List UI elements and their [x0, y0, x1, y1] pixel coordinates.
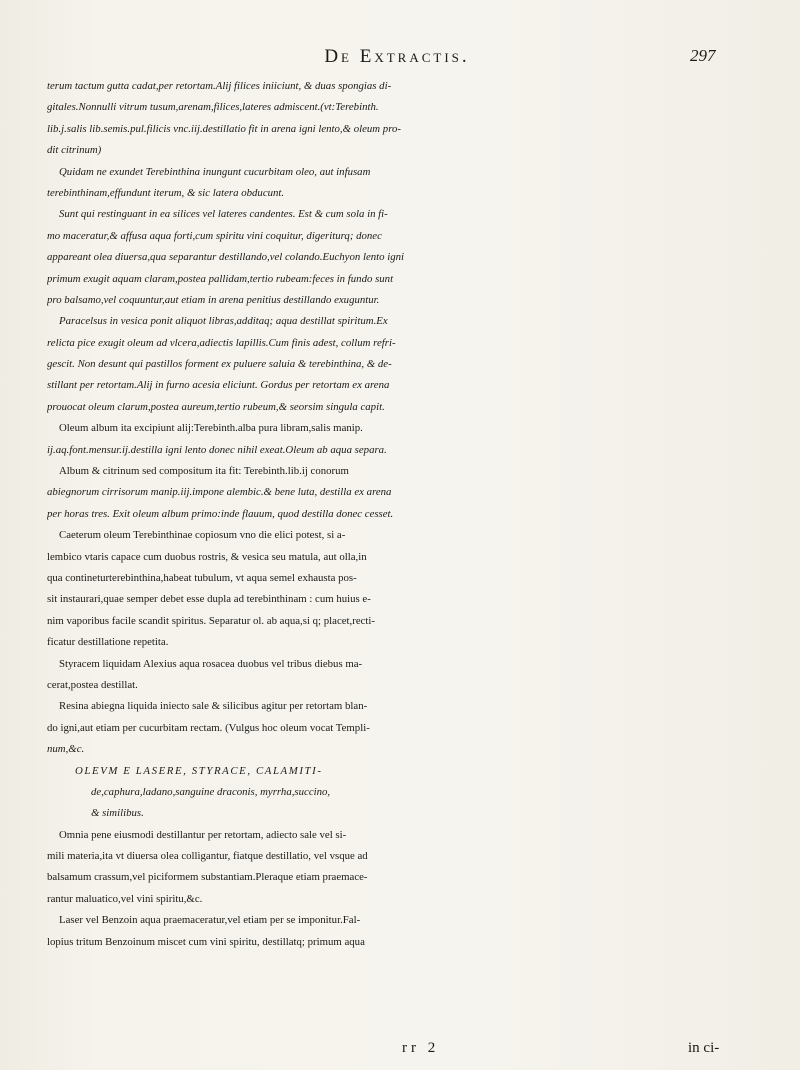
text-line: sit instaurari,quae semper debet esse dupla ad terebinthinam : cum huius e- [47, 593, 371, 606]
text-line: abiegnorum cirrisorum manip.iij.impone alembic.& bene luta, destilla ex arena [47, 486, 392, 499]
text-line: balsamum crassum,vel piciformem substantiam.Pleraque etiam praemace- [47, 871, 368, 884]
text-line: terum tactum gutta cadat,per retortam.Alij filices iniiciunt, & duas spongias di- [47, 80, 392, 92]
text-line: Laser vel Benzoin aqua praemaceratur,vel etiam per se imponitur.Fal- [59, 914, 361, 927]
text-line: Sunt qui restinguant in ea silices vel lateres candentes. Est & cum sola in fi- [59, 208, 388, 221]
text-line: lembico vtaris capace cum duobus rostris, & vesica seu matula, aut olla,in [47, 550, 367, 563]
text-line: dit citrinum) [47, 144, 102, 157]
text-line: Paracelsus in vesica ponit aliquot libras,additaq; aqua destillat spiritum.Ex [59, 315, 388, 328]
text-line: mili materia,ita vt diuersa olea colligantur, fiatque destillatio, vel vsque ad [47, 850, 368, 863]
text-line: appareant olea diuersa,qua separantur destillando,vel colando.Euchyon lento igni [47, 251, 405, 264]
signature-mark: rr 2 [402, 1040, 440, 1056]
text-line: nim vaporibus facile scandit spiritus. Separatur ol. ab aqua,si q; placet,recti- [47, 614, 376, 627]
text-line: lopius tritum Benzoinum miscet cum vini spiritu, destillatq; primum aqua [47, 935, 365, 948]
text-line: rantur maluatico,vel vini spiritu,&c. [47, 892, 203, 905]
text-line: ij.aq.font.mensur.ij.destilla igni lento donec nihil exeat.Oleum ab aqua separa. [47, 443, 387, 456]
text-line: stillant per retortam.Alij in furno acesia eliciunt. Gordus per retortam ex arena [47, 379, 390, 392]
text-line: Caeterum oleum Terebinthinae copiosum vno die elici potest, si a- [59, 529, 346, 542]
text-line: prouocat oleum clarum,postea aureum,tertio rubeum,& seorsim singula capit. [47, 400, 385, 413]
text-line: primum exugit aquam claram,postea pallidam,tertio rubeam:feces in fundo sunt [47, 272, 394, 285]
text-line: terebinthinam,effundunt iterum, & sic latera obducunt. [47, 186, 285, 199]
text-line: OLEVM E LASERE, STYRACE, CALAMITI- [75, 764, 323, 777]
text-line: lib.j.salis lib.semis.pul.filicis vnc.iij.destillatio fit in arena igni lento,& oleum pro- [47, 122, 401, 135]
running-head [0, 46, 800, 76]
running-title: De Extractis. [324, 46, 470, 67]
text-line: cerat,postea destillat. [47, 678, 138, 691]
text-line: qua contineturterebinthina,habeat tubulum, vt aqua semel exhausta pos- [47, 571, 357, 584]
page-number: 297 [690, 46, 716, 65]
text-line: gescit. Non desunt qui pastillos forment ex puluere saluia & terebinthina, & de- [47, 358, 392, 371]
text-line: ficatur destillatione repetita. [47, 636, 169, 649]
footer [0, 1040, 800, 1062]
text-line: pro balsamo,vel coquuntur,aut etiam in arena penitius destillando exuguntur. [47, 293, 380, 306]
text-line: per horas tres. Exit oleum album primo:inde flauum, quod destilla donec cesset. [47, 507, 394, 520]
text-line: mo maceratur,& affusa aqua forti,cum spiritu vini coquitur, digeriturq; donec [47, 229, 382, 242]
catchword: in ci- [688, 1040, 720, 1056]
text-line: Quidam ne exundet Terebinthina inungunt cucurbitam oleo, aut infusam [59, 165, 371, 178]
text-line: relicta pice exugit oleum ad vlcera,adiectis lapillis.Cum finis adest, collum refri- [47, 336, 396, 349]
text-line: de,caphura,ladano,sanguine draconis, myrrha,succino, [91, 785, 331, 798]
text-line: Resina abiegna liquida iniecto sale & silicibus agitur per retortam blan- [59, 700, 368, 713]
text-line: Styracem liquidam Alexius aqua rosacea duobus vel tribus diebus ma- [59, 657, 363, 670]
text-line: Omnia pene eiusmodi destillantur per retortam, adiecto sale vel si- [59, 828, 347, 841]
text-line: & similibus. [91, 807, 144, 820]
text-line: num,&c. [47, 743, 85, 756]
text-line: do igni,aut etiam per cucurbitam rectam. (Vulgus hoc oleum vocat Templi- [47, 721, 370, 734]
body-text [47, 76, 767, 953]
text-line: Album & citrinum sed compositum ita fit: Terebinth.lib.ij conorum [59, 465, 349, 478]
text-line: gitales.Nonnulli vitrum tusum,arenam,filices,lateres admiscent.(vt:Terebinth. [47, 101, 379, 114]
text-line: Oleum album ita excipiunt alij:Terebinth.alba pura libram,salis manip. [59, 422, 363, 435]
